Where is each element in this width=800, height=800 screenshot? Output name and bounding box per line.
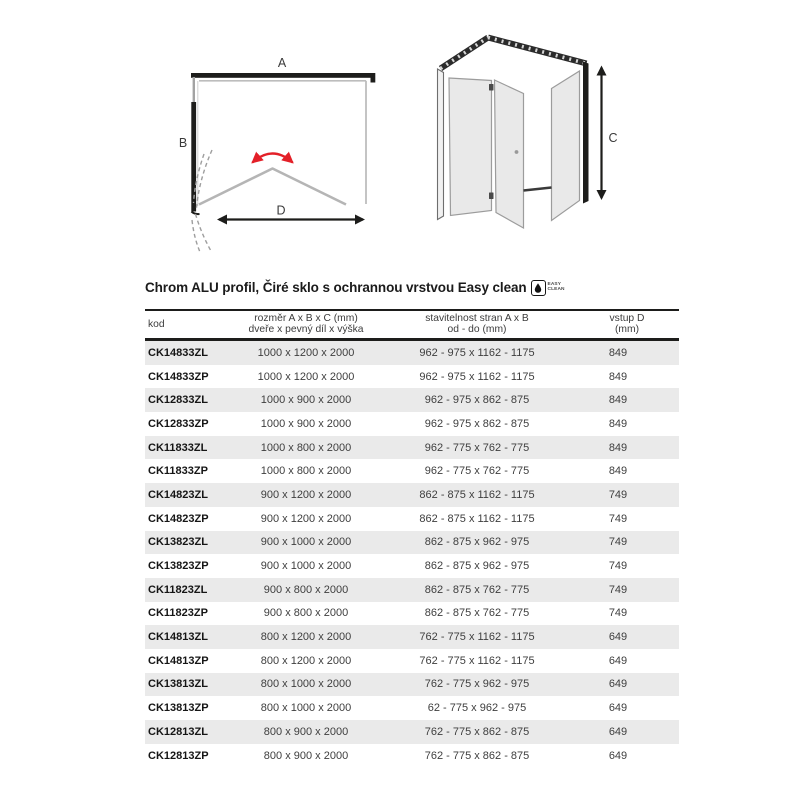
spec-table [145,309,679,767]
cell-rozmer: 900 x 800 x 2000 [263,607,349,620]
cell-vstup: 749 [608,607,628,620]
cell-vstup: 649 [608,702,628,715]
cell-rozmer: 900 x 1000 x 2000 [260,560,352,573]
cell-rozmer: 900 x 800 x 2000 [263,583,349,596]
cell-stavitelnost: 762 - 775 x 1162 - 1175 [419,631,535,644]
cell-vstup: 749 [608,560,628,573]
cell-kod: CK13813ZL [148,678,208,691]
water-drop-icon [531,280,546,296]
fixed-glass-panel-left [449,78,492,216]
cell-rozmer: 800 x 1200 x 2000 [260,654,352,667]
cell-kod: CK13823ZP [148,560,209,573]
cell-rozmer: 900 x 1200 x 2000 [260,488,352,501]
cell-stavitelnost: 62 - 775 x 962 - 975 [427,702,527,715]
left-wall-profile [438,69,444,220]
cell-rozmer: 1000 x 900 x 2000 [260,417,352,430]
cell-rozmer: 800 x 1200 x 2000 [260,631,352,644]
cell-kod: CK11823ZP [148,607,208,620]
cell-kod: CK14833ZL [148,346,208,359]
cell-vstup: 849 [608,370,628,383]
fixed-glass-panel-right [552,71,580,221]
header-kod: kod [148,318,165,330]
table-row [145,412,679,436]
table-row [145,744,679,768]
dimension-b-label: B [178,136,188,150]
cell-vstup: 749 [608,536,628,549]
table-row [145,602,679,626]
cell-vstup: 749 [608,488,628,501]
table-row [145,436,679,460]
cell-stavitelnost: 862 - 875 x 1162 - 1175 [419,488,535,501]
cell-kod: CK12813ZP [148,749,209,762]
table-row [145,507,679,531]
cell-rozmer: 800 x 900 x 2000 [263,725,349,738]
cell-stavitelnost: 762 - 775 x 962 - 975 [424,678,530,691]
door-glass-panel [495,80,524,228]
cell-stavitelnost: 962 - 775 x 762 - 775 [424,465,530,478]
folding-door-open-line [199,169,346,205]
table-row [145,388,679,412]
cell-rozmer: 900 x 1200 x 2000 [260,512,352,525]
spec-table-body [145,340,679,768]
cell-stavitelnost: 862 - 875 x 962 - 975 [424,536,530,549]
cell-rozmer: 800 x 1000 x 2000 [260,702,352,715]
cell-stavitelnost: 762 - 775 x 1162 - 1175 [419,654,535,667]
cell-vstup: 649 [608,631,628,644]
cell-vstup: 849 [608,346,628,359]
cell-kod: CK13823ZL [148,536,208,549]
cell-vstup: 649 [608,725,628,738]
cell-kod: CK14813ZL [148,631,208,644]
table-row [145,720,679,744]
cell-stavitelnost: 862 - 875 x 1162 - 1175 [419,512,535,525]
cell-stavitelnost: 962 - 975 x 862 - 875 [424,394,530,407]
cell-vstup: 849 [608,441,628,454]
cell-stavitelnost: 862 - 875 x 762 - 775 [424,607,530,620]
easy-clean-badge [531,280,565,296]
cell-kod: CK13813ZP [148,702,209,715]
header-vstup: vstup D (mm) [609,313,645,335]
table-row [145,483,679,507]
cell-rozmer: 1000 x 1200 x 2000 [257,370,355,383]
cell-kod: CK14833ZP [148,370,209,383]
table-row [145,459,679,483]
table-row [145,365,679,389]
right-wall-profile [583,62,589,204]
table-row [145,673,679,697]
table-row [145,625,679,649]
cell-stavitelnost: 862 - 875 x 962 - 975 [424,560,530,573]
cell-vstup: 849 [608,465,628,478]
cell-rozmer: 800 x 1000 x 2000 [260,678,352,691]
swing-direction-arrow [253,154,292,163]
header-rozmer: rozměr A x B x C (mm) dveře x pevný díl x výška [248,313,364,335]
cell-kod: CK14813ZP [148,654,209,667]
cell-rozmer: 1000 x 800 x 2000 [260,465,352,478]
cell-stavitelnost: 962 - 975 x 862 - 875 [424,417,530,430]
table-row [145,340,679,365]
cell-rozmer: 1000 x 800 x 2000 [260,441,352,454]
cell-stavitelnost: 762 - 775 x 862 - 875 [424,749,530,762]
easy-clean-label: EASY CLEAN [547,282,565,293]
cell-stavitelnost: 962 - 975 x 1162 - 1175 [419,346,535,359]
perspective-diagram [425,20,625,255]
dimension-d-label: D [276,203,286,218]
table-row [145,649,679,673]
cell-kod: CK11823ZL [148,583,208,596]
cell-rozmer: 1000 x 900 x 2000 [260,394,352,407]
cell-kod: CK12833ZP [148,417,209,430]
table-row [145,578,679,602]
cell-kod: CK11833ZL [148,441,208,454]
cell-rozmer: 1000 x 1200 x 2000 [257,346,355,359]
dimension-a-label: A [277,56,287,70]
cell-vstup: 749 [608,583,628,596]
cell-stavitelnost: 762 - 775 x 862 - 875 [424,725,530,738]
cell-rozmer: 900 x 1000 x 2000 [260,536,352,549]
top-view-diagram [160,30,390,265]
cell-kod: CK12813ZL [148,725,208,738]
cell-kod: CK14823ZL [148,488,208,501]
cell-rozmer: 800 x 900 x 2000 [263,749,349,762]
cell-stavitelnost: 862 - 875 x 762 - 775 [424,583,530,596]
table-row [145,696,679,720]
table-row [145,554,679,578]
cell-vstup: 849 [608,394,628,407]
cell-vstup: 849 [608,417,628,430]
cell-vstup: 749 [608,512,628,525]
cell-kod: CK14823ZP [148,512,209,525]
cell-vstup: 649 [608,654,628,667]
cell-vstup: 649 [608,678,628,691]
cell-vstup: 649 [608,749,628,762]
table-row [145,531,679,555]
cell-kod: CK11833ZP [148,465,208,478]
top-rails [441,38,587,69]
header-stavitelnost: stavitelnost stran A x B od - do (mm) [425,313,529,335]
title-row [145,280,565,296]
cell-stavitelnost: 962 - 775 x 762 - 775 [424,441,530,454]
cell-stavitelnost: 962 - 975 x 1162 - 1175 [419,370,535,383]
table-header-row [145,310,679,340]
door-handle-knob [515,150,519,154]
dimension-c-label: C [608,131,618,145]
page-title: Chrom ALU profil, Čiré sklo s ochrannou vrstvou Easy clean [145,280,527,295]
cell-kod: CK12833ZL [148,394,208,407]
bottom-rail [524,188,552,191]
